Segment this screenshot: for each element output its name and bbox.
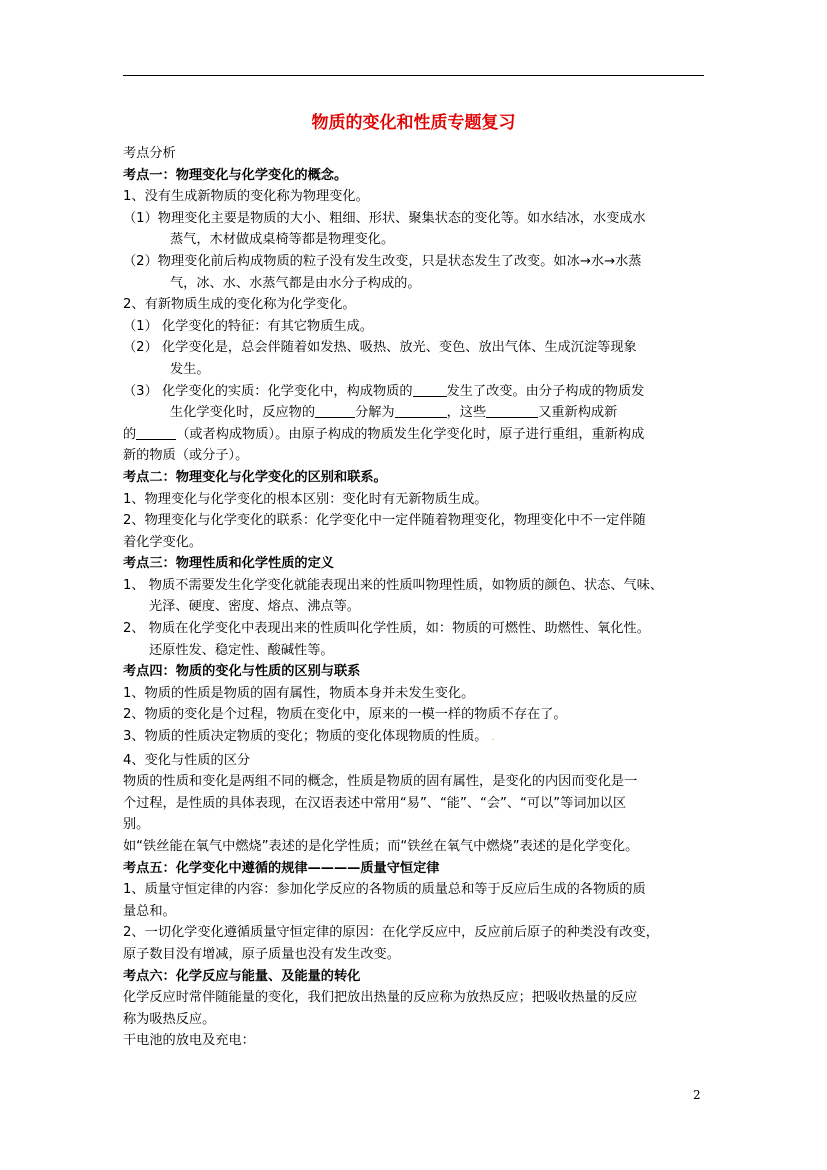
text-line: 气，冰、水、水蒸气都是由水分子构成的。 [170, 275, 421, 291]
text-line [123, 424, 713, 446]
section-heading: 考点二：物理变化与化学变化的区别和联系。 [123, 469, 387, 485]
fill-blank [486, 403, 538, 418]
section-heading: 考点三：物理性质和化学性质的定义 [123, 556, 334, 572]
text-line: 2、一切化学变化遵循质量守恒定律的原因：在化学反应中，反应前后原子的种类没有改变， [123, 925, 659, 941]
page-title: 物质的变化和性质专题复习 [311, 113, 516, 133]
text-line: 2、物质的变化是个过程，物质在变化中，原来的一模一样的物质不存在了。 [123, 707, 567, 723]
text-line: 还原性发、稳定性、酸碱性等。 [149, 642, 334, 658]
text-segment: 3、物质的性质决定物质的变化；物质的变化体现物质的性质。 [123, 729, 488, 745]
text-segment: （3） 化学变化的实质：化学变化中，构成物质的 [123, 383, 413, 399]
text-line: 称为吸热反应。 [123, 1011, 216, 1027]
text-line: （2） 化学变化是，总会伴随着如发热、吸热、放光、变色、放出气体、生成沉淀等现象 [123, 340, 637, 356]
text-line: 化学反应时常伴随能量的变化，我们把放出热量的反应称为放热反应；把吸收热量的反应 [123, 990, 638, 1006]
text-segment: 发生了改变。由分子构成的物质发 [446, 383, 645, 399]
section-heading: 考点四：物质的变化与性质的区别与联系 [123, 664, 361, 680]
text-line: 1、物理变化与化学变化的根本区别：变化时有无新物质生成。 [123, 491, 488, 507]
text-segment: （或者构成物质）。由原子构成的物质发生化学变化时，原子进行重组，重新构成 [176, 426, 645, 442]
text-line: 如“铁丝能在氧气中燃烧”表述的是化学性质；而“铁丝在氧气中燃烧”表述的是化学变化。 [123, 839, 639, 854]
text-line: 物质的性质和变化是两组不同的概念，性质是物质的固有属性，是变化的内因而变化是一 [123, 774, 638, 790]
fill-blank [136, 425, 176, 440]
text-line: 2、有新物质生成的变化称为化学变化。 [123, 297, 356, 313]
text-line: 光泽、硬度、密度、熔点、沸点等。 [149, 599, 360, 615]
text-line: 别。 [123, 817, 150, 833]
text-line: 原子数目没有增减，原子质量也没有发生改变。 [123, 946, 400, 962]
stray-mark: . [491, 733, 495, 744]
text-line: （2）物理变化前后构成物质的粒子没有发生改变，只是状态发生了改变。如冰→水→水蒸 [123, 253, 642, 269]
text-line [123, 402, 713, 424]
document-body [123, 143, 713, 1052]
header-rule [123, 75, 704, 76]
text-line: 个过程，是性质的具体表现，在汉语表述中常用“易”、“能”、“会”、“可以”等词加以区 [123, 795, 627, 811]
text-segment: 生化学变化时，反应物的 [170, 405, 316, 421]
fill-blank [395, 403, 447, 418]
text-segment: ，这些 [446, 405, 487, 421]
text-line: （1）物理变化主要是物质的大小、粗细、形状、聚集状态的变化等。如水结冰，水变成水 [123, 210, 646, 226]
text-line: （1） 化学变化的特征：有其它物质生成。 [123, 318, 373, 334]
section-heading: 考点五：化学变化中遵循的规律————质量守恒定律 [123, 860, 440, 876]
text-line: 发生。 [170, 361, 210, 377]
text-line: 量总和。 [123, 903, 176, 919]
text-line [123, 381, 713, 403]
text-line: 2、 物质在化学变化中表现出来的性质叫化学性质，如：物质的可燃性、助燃性、氧化性。 [123, 621, 650, 637]
section-heading: 考点一：物理变化与化学变化的概念。 [123, 167, 348, 183]
text-line: 蒸气，木材做成桌椅等都是物理变化。 [170, 232, 395, 248]
text-line: 4、变化与性质的区分 [123, 752, 251, 768]
text-line [123, 726, 713, 750]
text-line: 新的物质（或分子）。 [123, 448, 249, 464]
fill-blank [413, 382, 447, 397]
text-line: 干电池的放电及充电： [123, 1033, 255, 1049]
page-number: 2 [693, 1088, 701, 1102]
section-heading: 考点六：化学反应与能量、及能量的转化 [123, 968, 361, 984]
text-segment: 又重新构成新 [538, 405, 618, 421]
text-line: 2、物理变化与化学变化的联系：化学变化中一定伴随着物理变化，物理变化中不一定伴随 [123, 513, 646, 529]
text-segment: 的 [123, 426, 137, 442]
text-line: 1、 物质不需要发生化学变化就能表现出来的性质叫物理性质，如物质的颜色、状态、气味、 [123, 577, 664, 593]
text-line: 1、质量守恒定律的内容：参加化学反应的各物质的质量总和等于反应后生成的各物质的质 [123, 882, 646, 898]
fill-blank [315, 403, 355, 418]
text-line: 1、物质的性质是物质的固有属性，物质本身并未发生变化。 [123, 685, 475, 701]
text-line: 考点分析 [123, 146, 176, 161]
text-line: 着化学变化。 [123, 534, 203, 550]
text-line: 1、没有生成新物质的变化称为物理变化。 [123, 189, 369, 205]
text-segment: 分解为 [355, 405, 395, 421]
